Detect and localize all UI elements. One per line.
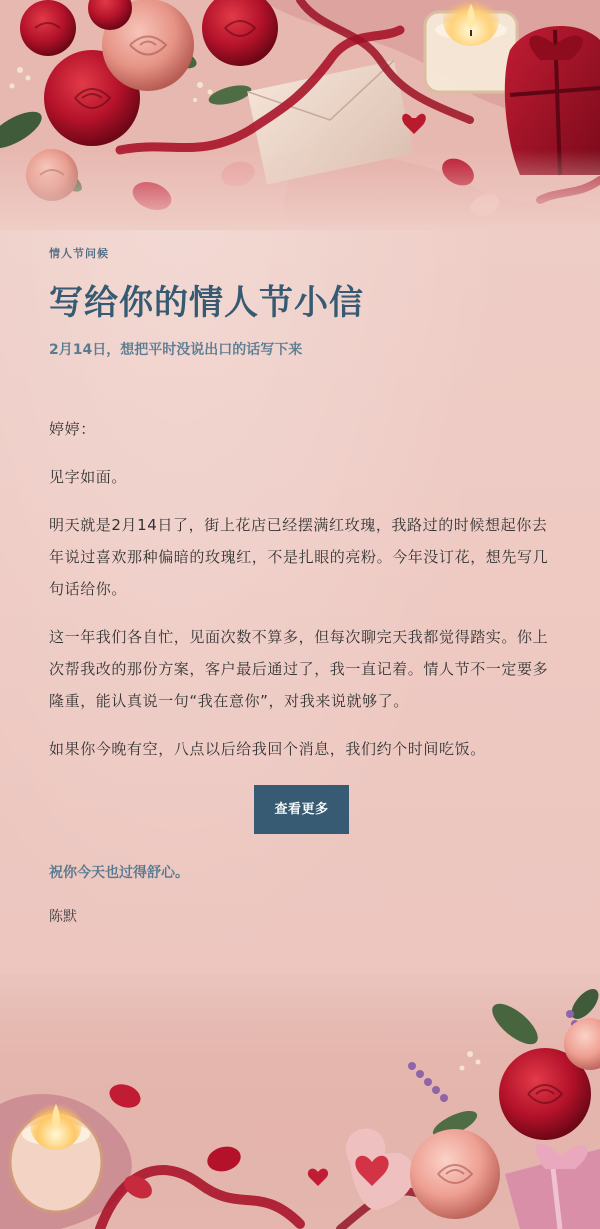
page-subtitle: 2月14日，想把平时没说出口的话写下来 [49, 342, 303, 358]
cta-container [49, 785, 554, 834]
eyebrow-label: 情人节问候 [49, 247, 109, 260]
view-more-button[interactable]: 查看更多 [254, 785, 348, 834]
bottom-floral-banner [0, 984, 600, 1229]
letter-closing: 祝你今天也过得舒心。 [49, 865, 189, 881]
letter-signature: 陈默 [49, 909, 77, 925]
letter-paragraph: 这一年我们各自忙，见面次数不算多，但每次聊完天我都觉得踏实。你上次帮我改的那份方案，客户最后通过了，我一直记着。情人节不一定要多隆重，能认真说一句“我在意你”，对我来说就够了。 [49, 628, 549, 710]
letter-paragraph: 见字如面。 [49, 468, 128, 486]
letter-paragraph: 明天就是2月14日了，街上花店已经摆满红玫瑰，我路过的时候想起你去年说过喜欢那种偏暗的玫瑰红，不是扎眼的亮粉。今年没订花，想先写几句话给你。 [49, 516, 549, 598]
letter-content [49, 245, 554, 928]
letter-paragraph: 如果你今晚有空，八点以后给我回个消息，我们约个时间吃饭。 [49, 740, 486, 758]
bottom-banner-illustration [0, 984, 600, 1229]
top-banner-fade [0, 150, 600, 230]
page-title: 写给你的情人节小信 [49, 283, 364, 323]
letter-salutation: 婷婷： [49, 420, 96, 438]
